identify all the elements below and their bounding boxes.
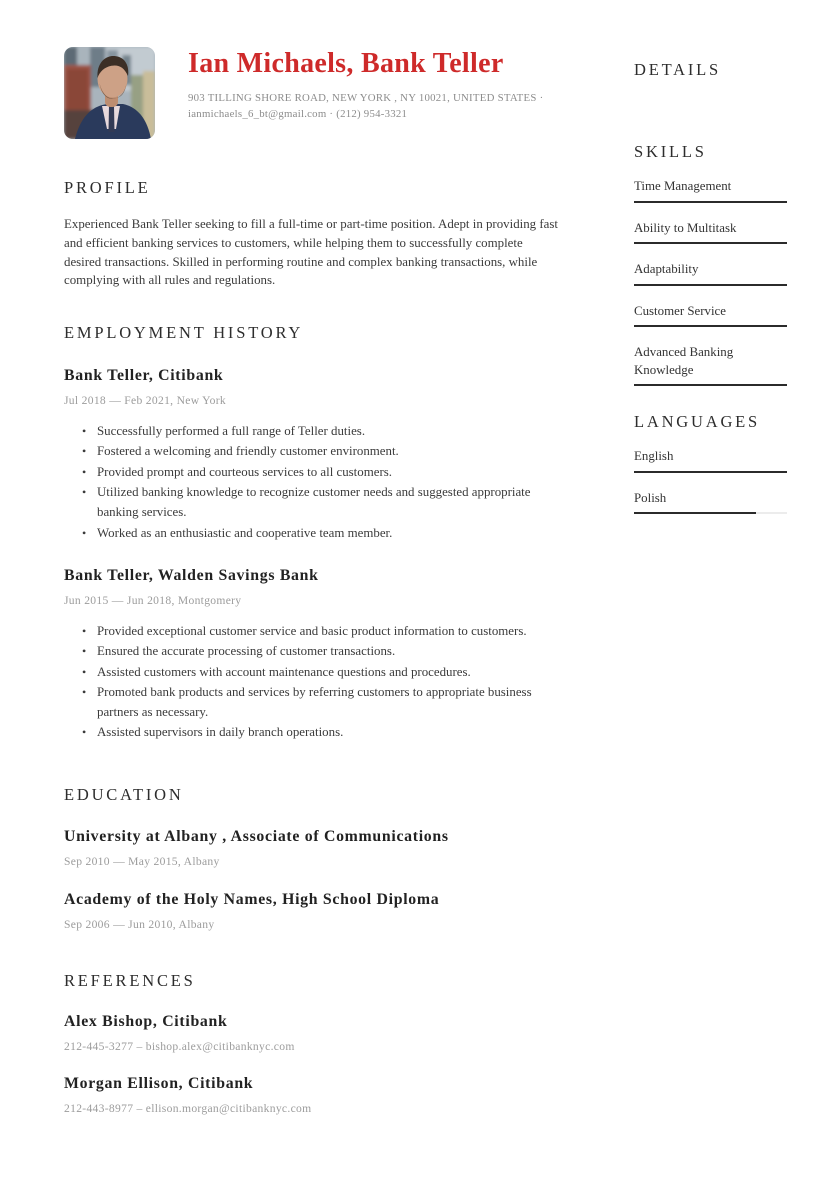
skill-label: Adaptability [634,262,699,276]
job-title: Bank Teller, Citibank [64,367,224,385]
skill-level-bar [634,201,787,203]
job-duty-list [64,621,559,743]
language-item [634,490,787,515]
skill-item [634,303,787,328]
job-duty: • Successfully performed a full range of Teller duties. [97,421,559,441]
education-dates-location: Sep 2006 — Jun 2010, Albany [64,917,215,931]
job-entry [64,567,559,743]
contact-address-line: 903 TILLING SHORE ROAD, NEW YORK , NY 10021, UNITED STATES · [188,92,544,104]
skill-level-bar [634,325,787,327]
skill-label: Ability to Multitask [634,220,737,235]
education-title: University at Albany , Associate of Communications [64,827,449,845]
education-entry [64,891,559,931]
language-level-track [634,471,787,473]
profile-summary: Experienced Bank Teller seeking to fill a full-time or part-time position. Adept in providing fast and efficient banking services to customers, while helping them to successfully complete desired transactions. Skilled in performing routine and complex banking transactions, while complying with all rules and regulations. [64,217,558,288]
skill-item [634,178,787,203]
sidebar [634,60,787,531]
section-heading-skills: SKILLS [634,142,707,161]
education-dates-location: Sep 2010 — May 2015, Albany [64,854,220,868]
section-heading-details: DETAILS [634,60,722,79]
education-entry [64,828,559,868]
language-item [634,448,787,473]
skill-label: Advanced Banking Knowledge [634,345,734,377]
language-level-track [634,512,787,514]
skill-level-track [634,325,787,327]
language-level-bar [634,471,787,473]
section-heading-references: REFERENCES [64,970,196,990]
reference-entry [64,1075,559,1115]
section-heading-profile: PROFILE [64,178,151,197]
skill-level-bar [634,384,787,386]
reference-entry [64,1013,559,1053]
skill-item [634,261,787,286]
job-duty: • Assisted supervisors in daily branch operations. [97,722,559,742]
resume-header [64,47,559,139]
reference-contact: 212-445-3277 – bishop.alex@citibanknyc.com [64,1039,295,1053]
job-duty: • Provided exceptional customer service and basic product information to customers. [97,621,559,641]
section-heading-languages: LANGUAGES [634,412,761,431]
skill-item [634,220,787,245]
job-dates-location: Jun 2015 — Jun 2018, Montgomery [64,593,242,607]
job-duty: • Provided prompt and courteous services to all customers. [97,462,559,482]
reference-contact: 212-443-8977 – ellison.morgan@citibanknyc.com [64,1101,312,1115]
job-duty-list [64,421,559,543]
header-text [188,47,543,122]
skill-level-bar [634,284,787,286]
profile-photo-illustration [64,47,155,139]
skill-label: Customer Service [634,303,727,318]
candidate-name: Ian Michaels, Bank Teller [188,48,504,79]
skill-level-track [634,201,787,203]
skill-item [634,344,787,386]
job-duty: • Utilized banking knowledge to recognize customer needs and suggested appropriate banking services. [97,482,559,523]
job-duty: • Assisted customers with account maintenance questions and procedures. [97,662,559,682]
language-level-bar [634,512,756,514]
language-label: English [634,449,674,463]
section-heading-education: EDUCATION [64,784,184,804]
job-duty: • Ensured the accurate processing of customer transactions. [97,641,559,661]
job-dates-location: Jul 2018 — Feb 2021, New York [64,394,227,408]
skill-level-track [634,242,787,244]
contact-email-phone-line: ianmichaels_6_bt@gmail.com · (212) 954-3321 [188,107,408,120]
skill-label: Time Management [634,179,732,193]
skill-level-bar [634,242,787,244]
reference-name: Morgan Ellison, Citibank [64,1074,254,1092]
profile-photo [64,47,155,139]
job-duty: • Fostered a welcoming and friendly customer environment. [97,441,559,461]
skill-level-track [634,384,787,386]
job-duty: • Promoted bank products and services by referring customers to appropriate business partners as necessary. [97,682,559,723]
education-title: Academy of the Holy Names, High School Diploma [64,890,440,908]
reference-name: Alex Bishop, Citibank [64,1012,228,1030]
section-heading-employment: EMPLOYMENT HISTORY [64,323,304,343]
main-column [64,47,559,1115]
language-label: Polish [634,490,667,505]
job-title: Bank Teller, Walden Savings Bank [64,566,319,584]
job-entry [64,367,559,543]
job-duty: • Worked as an enthusiastic and cooperative team member. [97,523,559,543]
skill-level-track [634,284,787,286]
